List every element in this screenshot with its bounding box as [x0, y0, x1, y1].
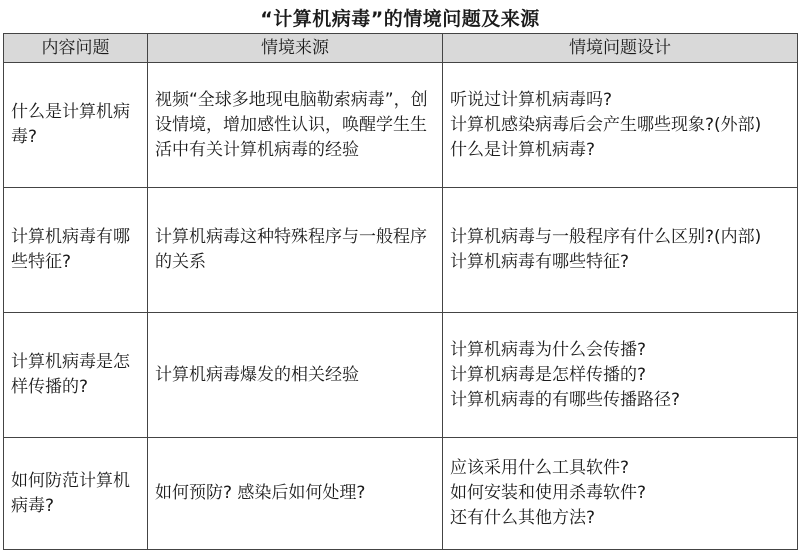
design-question: 计算机病毒的有哪些传播路径?: [450, 389, 681, 410]
design-question: 应该采用什么工具软件?: [450, 458, 630, 478]
table-row: [4, 188, 798, 313]
design-question: 什么是计算机病毒?: [450, 139, 596, 160]
source-cell: 计算机病毒这种特殊程序与一般程序的关系: [148, 188, 443, 313]
source-cell: 计算机病毒爆发的相关经验: [148, 313, 443, 438]
design-question: 计算机病毒有哪些特征?: [450, 252, 630, 272]
design-question: 计算机病毒与一般程序有什么区别?(内部): [450, 227, 762, 247]
design-cell: [443, 188, 798, 313]
header-row: [4, 34, 798, 63]
design-question: 计算机病毒为什么会传播?: [450, 339, 647, 360]
table-row: [4, 63, 798, 188]
column-header-design: 情境问题设计: [443, 34, 798, 63]
column-header-source: 情境来源: [148, 34, 443, 63]
source-cell: 如何预防? 感染后如何处理?: [148, 438, 443, 550]
content-question-cell: 计算机病毒是怎样传播的?: [4, 313, 148, 438]
design-cell: [443, 438, 798, 550]
content-question-cell: 如何防范计算机病毒?: [4, 438, 148, 550]
design-cell: [443, 313, 798, 438]
situation-table: [3, 33, 798, 550]
design-cell: [443, 63, 798, 188]
design-question: 还有什么其他方法?: [450, 508, 596, 528]
source-cell: 视频“全球多地现电脑勒索病毒”，创设情境，增加感性认识，唤醒学生生活中有关计算机病毒的经验: [148, 63, 443, 188]
column-header-content-question: 内容问题: [4, 34, 148, 63]
table-title: “计算机病毒”的情境问题及来源: [260, 8, 540, 30]
table-row: [4, 313, 798, 438]
content-question-cell: 什么是计算机病毒?: [4, 63, 148, 188]
table-row: [4, 438, 798, 550]
design-question: 听说过计算机病毒吗?: [450, 89, 613, 110]
content-question-cell: 计算机病毒有哪些特征?: [4, 188, 148, 313]
design-question: 如何安装和使用杀毒软件?: [450, 483, 647, 503]
design-question: 计算机感染病毒后会产生哪些现象?(外部): [450, 114, 762, 135]
design-question: 计算机病毒是怎样传播的?: [450, 364, 647, 385]
